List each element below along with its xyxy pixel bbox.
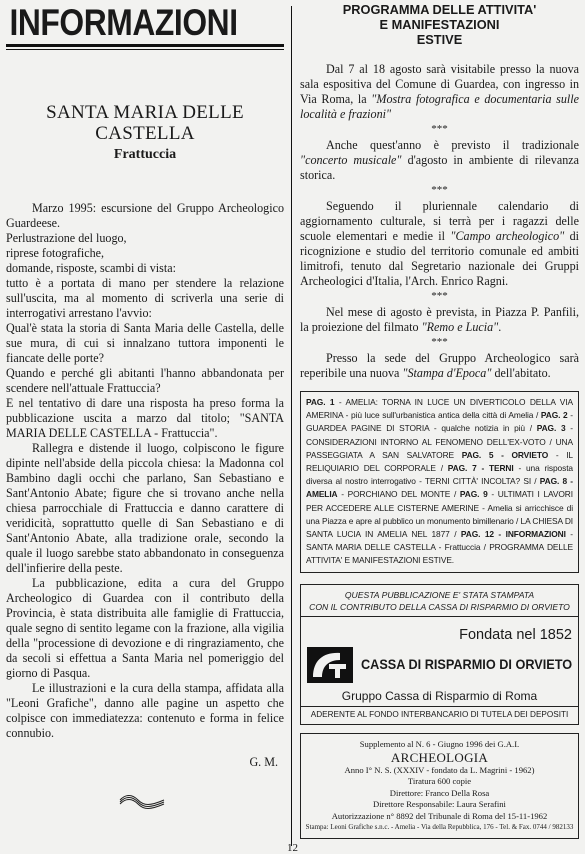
article-title-line-2: CASTELLA bbox=[95, 123, 195, 144]
film-title: "Remo e Lucia" bbox=[421, 320, 499, 334]
sponsor-note bbox=[307, 589, 572, 613]
text-run: Nel mese di agosto è prevista, in Piazza P. Panfili, la proiezione del filmato bbox=[300, 305, 579, 334]
sponsor-note-line-2: CON IL CONTRIBUTO DELLA CASSA DI RISPARMIO DI ORVIETO bbox=[309, 601, 570, 612]
program-title-line-2: E MANIFESTAZIONI bbox=[379, 17, 500, 32]
sponsor-note-line-1: QUESTA PUBBLICAZIONE E' STATA STAMPATA bbox=[344, 589, 535, 600]
left-column bbox=[6, 2, 284, 770]
bank-deposit-fund: ADERENTE AL FONDO INTERBANCARIO DI TUTELA DEI DEPOSITI bbox=[301, 706, 578, 719]
colophon-director: Direttore: Franco Della Rosa bbox=[389, 787, 490, 798]
text-run: d'agosto in ambiente di rilevanza storica. bbox=[300, 153, 580, 182]
article-signature: G. M. bbox=[249, 755, 278, 769]
program-body bbox=[300, 62, 579, 381]
print-title: "Stampa d'Epoca" bbox=[402, 366, 492, 380]
article-title bbox=[6, 102, 284, 144]
separator-stars: *** bbox=[431, 290, 448, 302]
sponsor-box bbox=[300, 584, 579, 725]
contents-index-box bbox=[300, 391, 579, 573]
concert-title: "concerto musicale" bbox=[300, 153, 402, 167]
colophon-authorization: Autorizzazione n° 8892 del Tribunale di Roma del 15-11-1962 bbox=[331, 810, 548, 821]
colophon-printer: Stampa: Leoni Grafiche s.n.c. - Amelia - Via della Repubblica, 176 - Tel. & Fax. 0744 / 982133 bbox=[305, 823, 574, 832]
text-run: di ricognizione e studio del territorio comunale ed ambiti limitrofi, tenuto dal Segretario nazionale dei Gruppi Archeologici d'Italia, l'Arch. Enrico Ragni. bbox=[300, 229, 579, 288]
colophon-box bbox=[300, 733, 579, 840]
index-page-ref: PAG. 12 - INFORMAZIONI bbox=[460, 529, 566, 540]
index-page-ref: PAG. 2 bbox=[540, 410, 568, 421]
article-paragraph: E nel tentativo di dare una risposta ha preso forma la pubblicazione uscita a marzo dal titolo; "SANTA MARIA DELLE CASTELLA - Frattuccia". bbox=[6, 396, 284, 440]
index-page-ref: PAG. 5 - ORVIETO bbox=[461, 449, 549, 460]
bank-logo-icon bbox=[307, 647, 353, 683]
article-paragraph: La pubblicazione, edita a cura del Gruppo Archeologico di Guardea con il contributo della Provincia, è stata distribuita alle famiglie di Frattuccia, quale segno di sentito legame con la frazione, alla vigilia della "processione di devozione e di ringraziamento, che da secoli si effettua a Santa Maria nel pomeriggio del giorno di Pasqua. bbox=[6, 576, 284, 680]
article-paragraph: Le illustrazioni e la cura della stampa, affidata alla "Leoni Grafiche", danno alle pagine un aspetto che colpisce con immediatezza: contenuto e forma in felice connubio. bbox=[6, 681, 284, 740]
bank-founded: Fondata nel 1852 bbox=[459, 626, 572, 643]
article-paragraph: Rallegra e distende il luogo, colpiscono le figure dipinte nell'abside della piccola chiesa: la Madonna col Bambino dagli occhi che parlano, San Sebastiano e Sant'Antonio Abate; figure che si trovano anche nella chiesa parrocchiale di Frattuccia e danno carattere di veridicità, soprattutto quelle di San Sebastiano e di Sant'Antonio Abate, alla tradizione orale, secondo la quale il luogo sarebbe stato abbandonato in conseguenza dell'infierire della peste. bbox=[6, 441, 284, 575]
index-entry: - SANTA MARIA DELLE CASTELLA - Frattuccia / PROGRAMMA DELLE ATTIVITA' E MANIFESTAZIONI ESTIVE. bbox=[306, 529, 573, 566]
program-title-line-3: ESTIVE bbox=[416, 32, 463, 47]
program-paragraph bbox=[300, 305, 579, 335]
index-entry: - AMELIA: TORNA IN LUCE UN DIVERTICOLO DELLA VIA AMERINA - più luce sull'urbanistica antica della città di Amelia / bbox=[306, 397, 573, 421]
masthead-rule-thin bbox=[6, 49, 284, 50]
masthead-rule-thick bbox=[6, 44, 284, 47]
page-number: 12 bbox=[287, 842, 298, 854]
text-run: Anche quest'anno è previsto il tradizionale bbox=[326, 138, 579, 152]
article-paragraph: Quando e perché gli abitanti l'hanno abbandonata per scendere nell'attuale Frattuccia? bbox=[6, 366, 284, 395]
text-run: dell'abitato. bbox=[491, 366, 551, 380]
colophon-year: Anno I° N. S. (XXXIV - fondato da L. Magrini - 1962) bbox=[344, 765, 535, 776]
article-paragraph: Marzo 1995: escursione del Gruppo Archeologico Guardeese. bbox=[6, 201, 284, 230]
index-page-ref: PAG. 7 - TERNI bbox=[447, 463, 514, 474]
section-masthead: INFORMAZIONI bbox=[9, 2, 238, 43]
program-paragraph bbox=[300, 62, 579, 122]
index-entry: - GUARDEA PAGINE DI STORIA - qualche notizia in più / bbox=[306, 410, 573, 434]
program-paragraph bbox=[300, 351, 579, 381]
article-paragraph: domande, risposte, scambi di vista: bbox=[6, 261, 176, 275]
column-divider bbox=[291, 6, 292, 846]
bank-identity bbox=[307, 647, 572, 683]
camp-title: "Campo archeologico" bbox=[450, 229, 565, 243]
article-body bbox=[6, 201, 284, 741]
separator-stars: *** bbox=[431, 184, 448, 196]
program-title-line-1: PROGRAMMA DELLE ATTIVITA' bbox=[342, 2, 537, 17]
program-paragraph bbox=[300, 199, 579, 289]
article-paragraph: riprese fotografiche, bbox=[6, 246, 105, 260]
article-subtitle: Frattuccia bbox=[113, 147, 177, 162]
index-page-ref: PAG. 1 bbox=[306, 397, 335, 407]
right-column bbox=[300, 2, 579, 839]
bank-name: CASSA DI RISPARMIO DI ORVIETO bbox=[361, 657, 573, 673]
sponsor-rule bbox=[301, 616, 578, 617]
colophon-print-run: Tiratura 600 copie bbox=[407, 776, 472, 787]
program-paragraph bbox=[300, 138, 579, 183]
text-run: Dal 7 al 18 agosto sarà visitabile presso la nuova sala espositiva del Comune di Guardea, con ingresso in Via Roma, la bbox=[300, 62, 579, 106]
colophon-magazine-title: ARCHEOLOGIA bbox=[390, 750, 489, 766]
article-title-line-1: SANTA MARIA DELLE bbox=[46, 102, 244, 123]
index-page-ref: PAG. 8 - AMELIA bbox=[306, 476, 573, 500]
separator-stars: *** bbox=[431, 123, 448, 135]
article-paragraph: Perlustrazione del luogo, bbox=[6, 231, 127, 245]
index-entry: - una risposta diversa al nostro interrogativo - TERNI CITTÀ' INCOLTA? SI / bbox=[306, 463, 573, 487]
program-title bbox=[300, 2, 579, 47]
index-entry: - IL RELIQUIARIO DEL CORPORALE / bbox=[306, 449, 573, 474]
text-run: . bbox=[498, 320, 502, 334]
index-entry: - ULTIMATI I LAVORI PER ACCEDERE ALLE CISTERNE AMERINE - Amelia si arricchisce di una Piazza e apre al pubblico un monumento bimillenario / LA CHIESA DI SANTA LUCIA IN AMELIA NEL 1877 / bbox=[306, 489, 573, 540]
index-entry: - PORCHIANO DEL MONTE / bbox=[337, 489, 460, 500]
index-page-ref: PAG. 9 bbox=[459, 489, 488, 500]
text-run: Presso la sede del Gruppo Archeologico sarà reperibile una nuova bbox=[300, 351, 579, 380]
bank-group: Gruppo Cassa di Risparmio di Roma bbox=[341, 688, 538, 703]
index-page-ref: PAG. 3 bbox=[536, 423, 566, 434]
article-paragraph: tutto è a portata di mano per stendere la relazione sull'uscita, ma al momento di scriverla una serie di interrogativi arrestano l'avvio: bbox=[6, 276, 284, 320]
ornamental-divider bbox=[118, 794, 166, 810]
colophon-manager: Direttore Responsabile: Laura Serafini bbox=[373, 799, 506, 810]
article-paragraph: Qual'è stata la storia di Santa Maria delle Castella, delle sue mura, di cui si innalzano tuttora imponenti le fiancate delle porte? bbox=[6, 321, 284, 365]
index-entry: - CONSIDERAZIONI INTORNO AL FENOMENO DELL'EX-VOTO / UNA PASSEGGIATA A SAN SALVATORE bbox=[306, 423, 573, 460]
separator-stars: *** bbox=[431, 336, 448, 348]
colophon-supplement: Supplemento al N. 6 - Giugno 1996 dei G.A.I. bbox=[359, 738, 520, 749]
exhibition-title: "Mostra fotografica e documentaria sulle località e frazioni" bbox=[300, 92, 579, 121]
text-run: Seguendo il pluriennale calendario di aggiornamento culturale, si terrà per i ragazzi delle scuole elementari e medie il bbox=[300, 199, 579, 243]
